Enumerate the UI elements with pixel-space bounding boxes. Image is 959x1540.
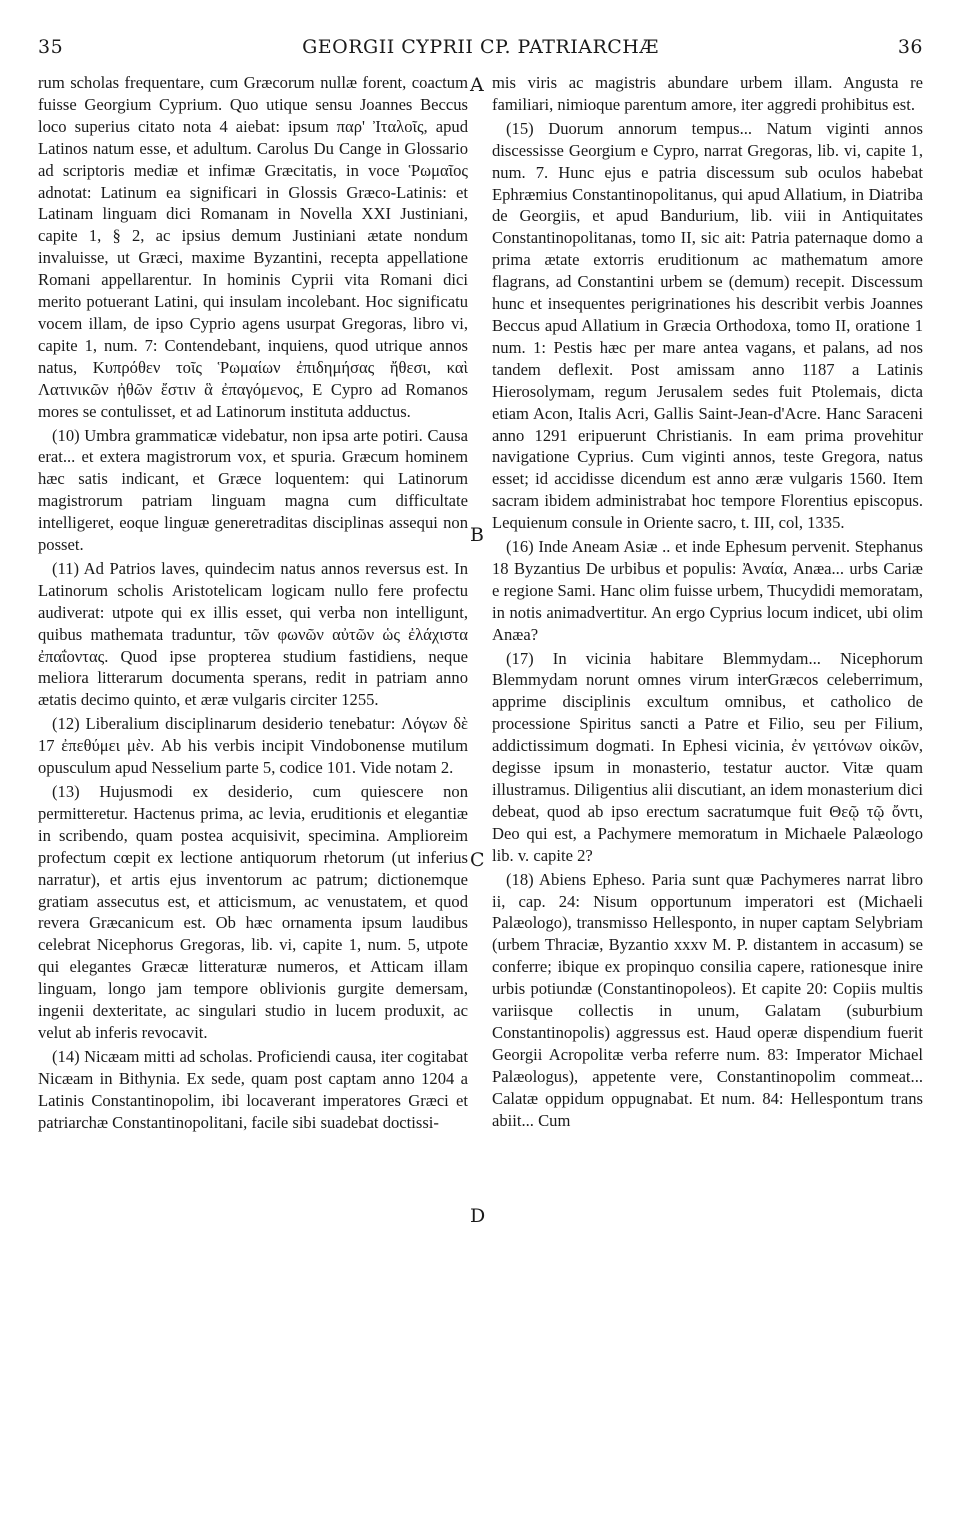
note-17: (17) In vicinia habitare Blemmydam... Nicephorum Blemmydam norunt omnes virum interGræcos celeberrimum, apprime disciplinis excultum omnibus, et catholico de processione Spiritus sancti a Patre et Filio, seu per Filium, addictissimum dogmati. In Ephesi vicinia, ἐν γειτόνων οἰκῶν, degisse ipsum in monasterio, testatur auctor. Vitæ quam illustramus. Diligentius alii discutiant, an idem monasterium dici debeat, quod ab ipso erectum sacratumque fuit Θεῷ τῷ ὄντι, Deo qui est, a Pachymere memoratum in Michaele Palæologo lib. v. capite 2? (492, 648, 923, 865)
right-page-number: 36 (897, 36, 923, 58)
page-header (38, 36, 923, 62)
note-15: (15) Duorum annorum tempus... Natum viginti annos discessisse Georgium e Cypro, narrat Gregoras, lib. vi, capite 1, num. 7. Hunc ejus e patria discessum sub oculos habebat Ephræmius Constantinopolitanus, qui apud Allatium, in Diatriba de Georgiis, et apud Bandurium, lib. viii in Antiquitates Constantinopolitanas, tomo II, sic ait: Patria paternaque domo a prima ætate extorris eruditionum ac mathematum amore flagrans, ad Constantini urbem se (demum) recepit. Discessum hunc et insequentes perigrinationes his describit verbis Joannes Beccus apud Allatium in Græcia Orthodoxa, tomo II, oratione 1 num. 1: Pestis hæc per mare antea vagans, et palans, ad nos tandem deflexit. Post amissam anno 1187 a Latinis Hierosolymam, regum Jerusalem sedes fuit Ptolemais, dicta etiam Acon, Italis Acri, Gallis Saint-Jean-d'Acre. Hanc Saraceni anno 1291 eripuerunt Christianis. In eam prima provehitur navigatione Cyprius. Cum viginti annos, teste Gregora, natus esset; id accidisse dicendum est anno æræ vulgaris 1560. Item sacram ibidem administrabat hoc tempore Florentius episcopus. Lequienum consule in Oriente sacro, t. III, col, 1335. (492, 118, 923, 533)
left-column (38, 72, 468, 1136)
paragraph-continued: rum scholas frequentare, cum Græcorum nullæ forent, coactum fuisse Georgium Cyprium. Quo utique sensu Joannes Beccus loco superius citato nota 4 aiebat: ipsum παρ' Ἰταλοῖς, apud Latinos natum esse, et adultum. Carolus Du Cange in Glossario ad scriptoris mediæ et infimæ Græcitatis, in voce Ῥωμαῖος adnotat: Latinum ea significari in Glossis Græco-Latinis: et Latinam linguam dici Romanam in Novella XXI Justiniani, capite 1, § 2, ac ipsius demum Justiniani ætate nondum invaluisse, ut Græci, maxime Byzantini, recepta appellatione Romani appellarentur. In hominis Cyprii vita Romani dici merito potuerant Latini, qui insulam incolebant. Hoc significatu vocem illam, de ipso Cyprio agens usurpat Gregoras, libro vi, capite 1, num. 7: Contendebant, inquiens, quod utrique annos natus, Κυπρόθεν τοῖς Ῥωμαίων ἐπιδημήσας ἤθεσι, καὶ Λατινικῶν ἠθῶν ἔστιν ἃ ἐπαγόμενος, E Cypro ad Romanos mores se contulisset, et ad Latinorum instituta adductus. (38, 73, 468, 421)
paragraph-continued-right: mis viris ac magistris abundare urbem illam. Angusta re familiari, nimioque parentum amore, iter aggredi prohibitus est. (492, 73, 923, 114)
marker-b: B (470, 524, 484, 546)
right-column (492, 72, 923, 1134)
note-18: (18) Abiens Epheso. Paria sunt quæ Pachymeres narrat libro ii, cap. 24: Nisum opportunum imperatori est (Michaeli Palæologo), transmisso Hellesponto, in nuper captam Selybriam (urbem Thraciæ, Byzantio xxxv M. P. distantem in accasum) se conferre; ibique ex propinquo consilia capere, rationesque inire urbis potiundæ (Constantinopoleos). Et capite 20: Copiis multis variisque collectis in unum, Galatam (suburbium Constantinopolis) aggressus est. Haud operæ dispendium fuerit Georgii Acropolitæ verba referre num. 83: Imperator Michael Palæologus), appetente vere, Constantinopolim commeat... Calatæ oppidum oppugnabat. Et num. 84: Hellespontum trans abiit... Cum (492, 869, 923, 1130)
note-12: (12) Liberalium disciplinarum desiderio tenebatur: Λόγων δὲ 17 ἐπεθύμει μὲν. Ab his verbis incipit Vindobonense mutilum opusculum apud Nesselium parte 5, codice 101. Vide notam 2. (38, 714, 468, 778)
note-16: (16) Inde Aneam Asiæ .. et inde Ephesum pervenit. Stephanus 18 Byzantius De urbibus et populis: Ἀναία, Anæa... urbs Cariæ e regione Sami. Hanc olim fuisse urbem, Thucydidi memoratam, in notis animadvertitur. An ergo Cyprius locum indicet, ubi olim Anæa? (492, 537, 923, 644)
left-page-number: 35 (38, 36, 64, 58)
note-11: (11) Ad Patrios laves, quindecim natus annos reversus est. In Latinorum scholis Aristotelicam logicam nullo fere profectu audiverat: utpote qui ex illis esset, qui verba non intelligunt, quibus mathemata traduntur, τῶν φωνῶν αὐτῶν ὡς ἐλάχιστα ἐπαΐοντας. Quod ipse propterea studium fastidiens, neque meliora litterarum documenta sperans, redit in patriam anno ætatis decimo quinto, et æræ vulgaris circiter 1255. (38, 558, 468, 710)
running-title: GEORGII CYPRII CP. PATRIARCHÆ (302, 36, 659, 58)
note-10: (10) Umbra grammaticæ videbatur, non ipsa arte potiri. Causa erat... et extera magistrorum vox, et spuria. Græcum hominem hæc satis indicant, et Græce loquentem: qui Latinorum magistrorum patriam linguam magna cum difficultate intelligeret, eoque linguæ generetraditas disciplinas assequi non posset. (38, 425, 468, 555)
note-14: (14) Nicæam mitti ad scholas. Proficiendi causa, iter cogitabat Nicæam in Bithynia. Ex sede, quam post captam anno 1204 a Latinis Constantinopolim, ibi locaverant imperatores Græci et patriarchæ Constantinopolitani, facile sibi suadebat doctissi- (38, 1046, 468, 1132)
column-markers (470, 72, 490, 1272)
marker-c: C (470, 849, 485, 871)
marker-d: D (470, 1205, 486, 1227)
marker-a: A (470, 74, 484, 96)
note-13: (13) Hujusmodi ex desiderio, cum quiescere non permitteretur. Hactenus prima, ac levia, eruditionis et elegantiæ in scribendo, quam postea acquisivit, specimina. Amplioreim profectum cœpit ex lectione antiquorum rhetorum (ut inferius narratur), et artis ejus inventorum ac patrum; dictionemque gratiam assecutus est, et atticismum, ac venustatem, et quod revera Græcanicum est. Ob hæc ornamenta ipsum laudibus celebrat Nicephorus Gregoras, lib. vi, capite 1, num. 5, utpote qui elegantes Græcæ litteraturæ numeros, et Atticam illam linguam, longo jam tempore oblivionis gurgite demersam, ingenii dexteritate, ac singulari studio in lucem produxit, ac velut ab inferis revocavit. (38, 782, 468, 1042)
